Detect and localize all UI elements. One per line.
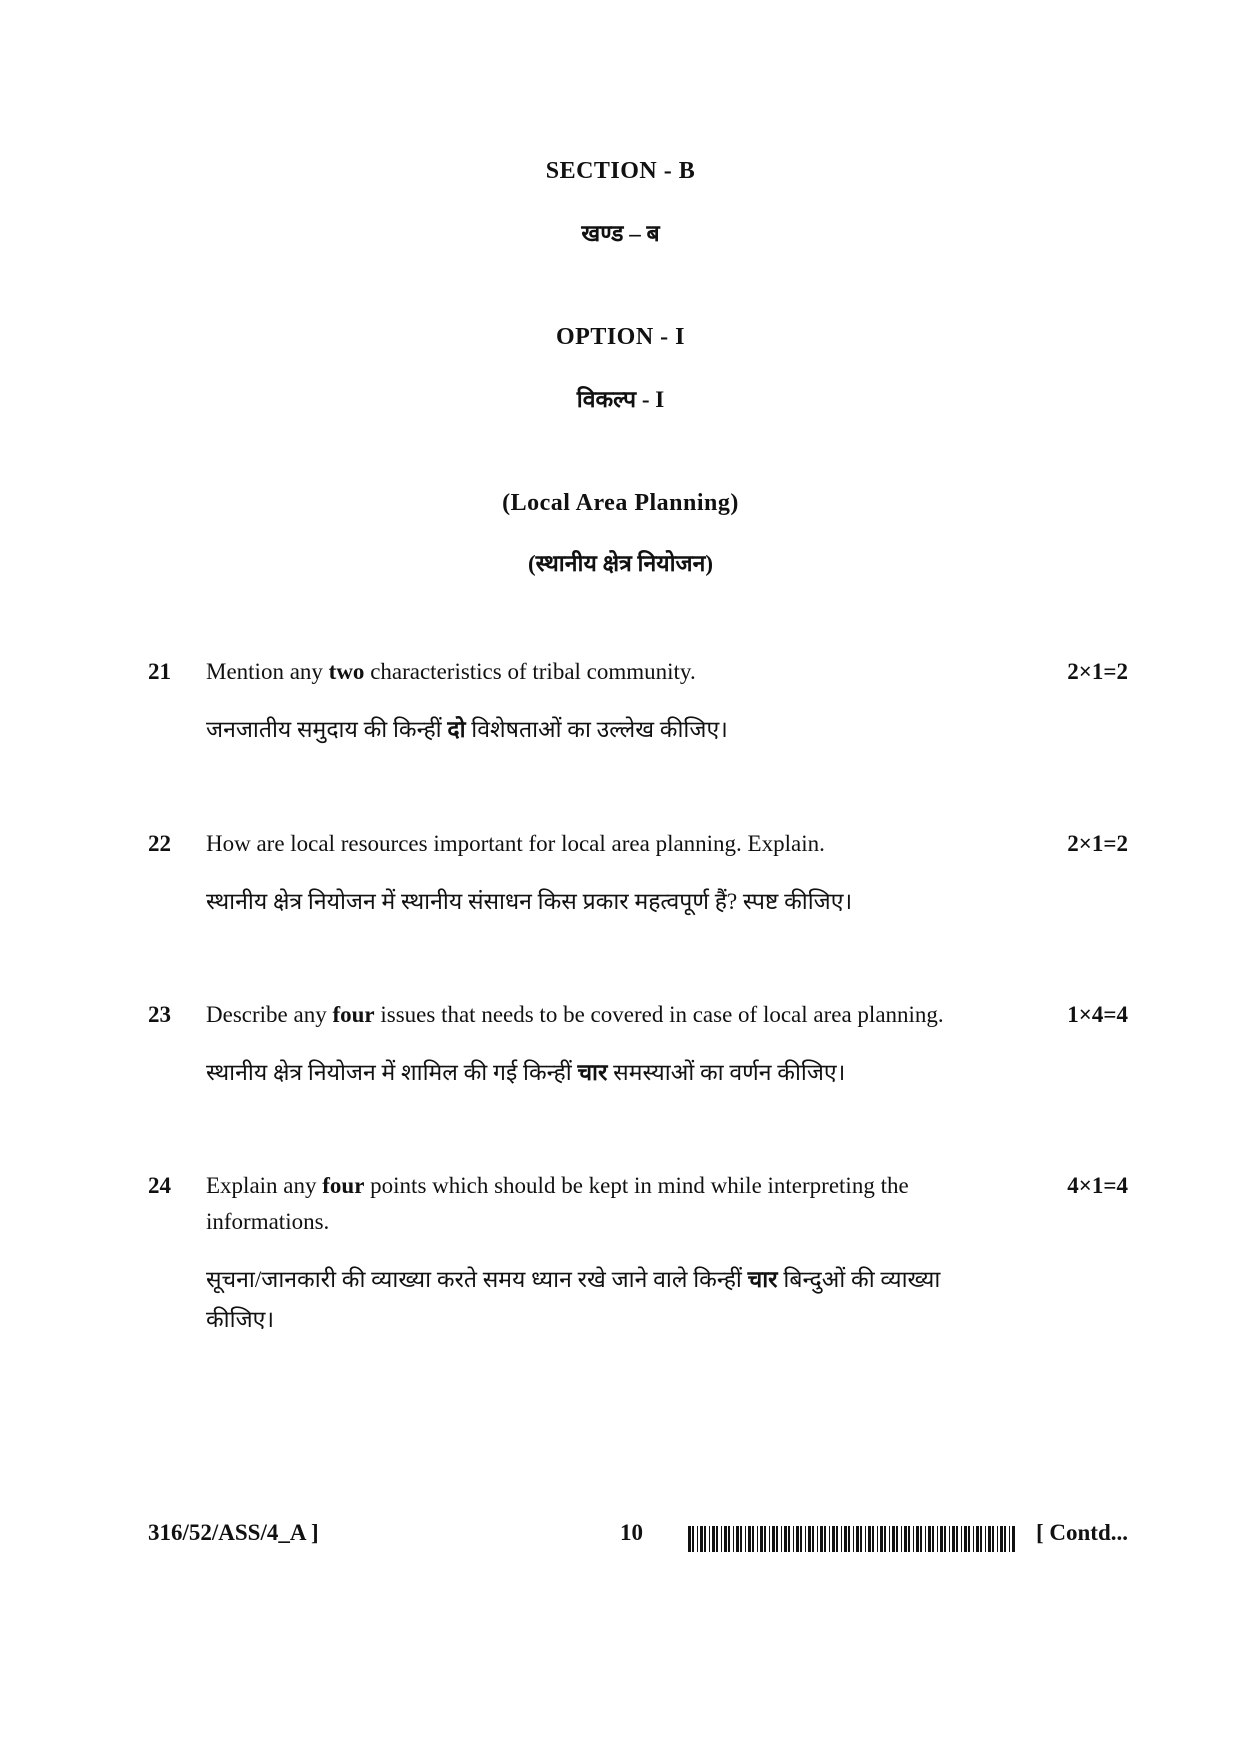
paper-code: 316/52/ASS/4_A ] [148, 1520, 319, 1545]
question-text-hindi: स्थानीय क्षेत्र नियोजन में शामिल की गई किन्हीं चार समस्याओं का वर्णन कीजिए। [206, 1060, 846, 1085]
question-marks: 4×1=4 [1067, 1173, 1128, 1198]
question-text-english: Mention any two characteristics of tribal community. [206, 659, 696, 684]
question-text-english: Describe any four issues that needs to be covered in case of local area planning. [206, 1002, 944, 1027]
section-title-hindi: खण्ड – ब [581, 221, 660, 246]
question-text-english: How are local resources important for local area planning. Explain. [206, 831, 825, 856]
question-number: 21 [148, 659, 171, 684]
option-title-hindi: विकल्प - I [576, 387, 665, 412]
question-text-english: Explain any four points which should be kept in mind while interpreting the informations. [206, 1173, 909, 1234]
topic-title-hindi: (स्थानीय क्षेत्र नियोजन) [527, 551, 714, 576]
question-number: 22 [148, 831, 171, 856]
question-marks: 1×4=4 [1067, 1002, 1128, 1027]
section-title: SECTION - B [545, 158, 696, 184]
question-text-hindi: सूचना/जानकारी की व्याख्या करते समय ध्यान रखे जाने वाले किन्हीं चार बिन्दुओं की व्याख्या कीजिए। [206, 1267, 941, 1332]
question-marks: 2×1=2 [1067, 831, 1128, 856]
question-text-hindi: जनजातीय समुदाय की किन्हीं दो विशेषताओं का उल्लेख कीजिए। [206, 717, 728, 742]
question-number: 23 [148, 1002, 171, 1027]
question-text-hindi: स्थानीय क्षेत्र नियोजन में स्थानीय संसाधन किस प्रकार महत्वपूर्ण हैं? स्पष्ट कीजिए। [206, 889, 853, 914]
option-title: OPTION - I [555, 324, 685, 350]
continued-label: [ Contd... [1035, 1520, 1128, 1545]
barcode-image [688, 1526, 1018, 1552]
topic-title: (Local Area Planning) [502, 490, 739, 516]
page-number: 10 [620, 1520, 643, 1545]
question-marks: 2×1=2 [1067, 659, 1128, 684]
question-number: 24 [148, 1173, 171, 1198]
page-footer [148, 1520, 1128, 1560]
